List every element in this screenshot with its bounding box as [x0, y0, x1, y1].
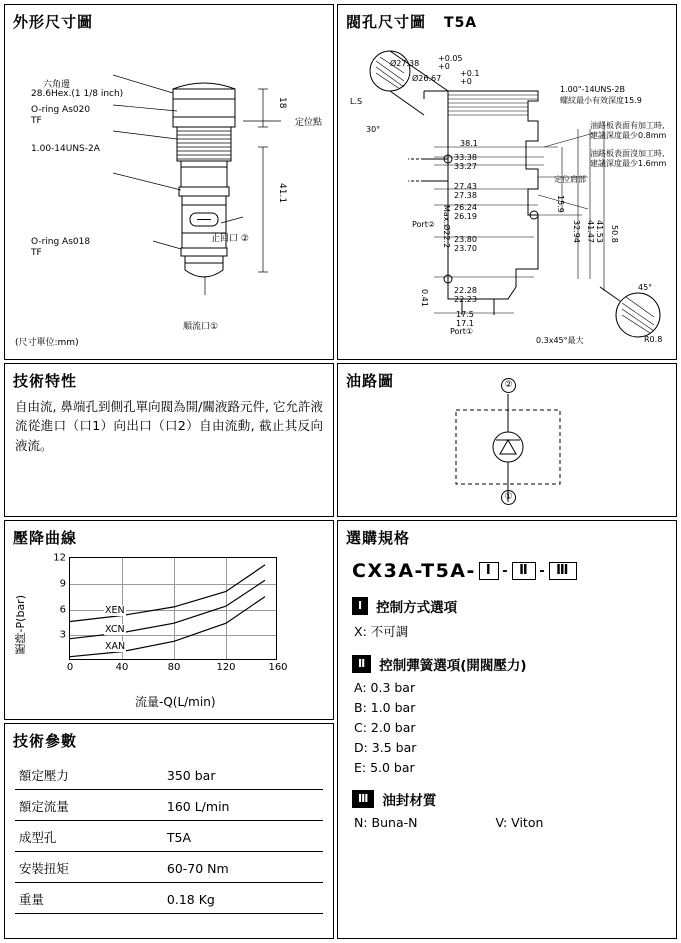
option-badge-1: Ⅰ — [352, 597, 368, 614]
order-code-prefix: CX3A-T5A- — [352, 560, 476, 582]
table-row — [15, 759, 323, 790]
label-tf-bottom: TF — [31, 248, 42, 258]
label-ls: L.S — [350, 97, 363, 106]
panel-hydraulic-symbol — [337, 363, 677, 517]
list-item — [354, 622, 676, 640]
panel-hole-code: T5A — [444, 15, 478, 31]
panel-circuit-title: 油路圖 — [346, 372, 395, 390]
label-note3-line2: 建議深度最少1.6mm — [590, 159, 667, 168]
option-heading-3: 油封材質 — [382, 793, 437, 809]
port-bottom-label: ① — [501, 490, 516, 505]
panel-technical-parameters — [4, 723, 334, 939]
label-check-port: 止回口 ② — [211, 234, 249, 244]
list-item — [354, 740, 676, 755]
order-code-box-3: Ⅲ — [549, 562, 577, 581]
chart-xtick-80: 80 — [167, 662, 181, 673]
label-thread-spec: 1.00-14UNS-2A — [31, 144, 100, 154]
dim-38-1: 38.1 — [460, 139, 478, 148]
list-item — [354, 760, 676, 775]
pressure-drop-chart — [5, 547, 335, 717]
dim-41-47: 41.47 — [586, 220, 595, 243]
tech-description: 自由流, 鼻端孔到側孔單向閥為開/關液路元件, 它允許液流從進口（口1）向出口（口2）自由流動, 截止其反向液流。 — [15, 399, 323, 453]
panel-outline-title: 外形尺寸圖 — [13, 13, 94, 31]
dim-22-23: 22.23 — [454, 295, 477, 304]
param-name: 安裝扭矩 — [15, 852, 115, 883]
option-badge-2: Ⅱ — [352, 655, 371, 672]
chart-xtick-0: 0 — [66, 662, 74, 673]
option-2-item-2: C: 2.0 bar — [354, 720, 416, 735]
option-section-2-heading — [352, 654, 676, 674]
table-row — [15, 852, 323, 883]
chart-xtick-160: 160 — [268, 662, 288, 673]
dim-27-38: 27.38 — [454, 191, 477, 200]
label-angle-30: 30° — [366, 125, 381, 134]
dim-26-19: 26.19 — [454, 212, 477, 221]
label-flow-port: 順流口① — [183, 322, 219, 332]
curve-label-xan: XAN — [105, 641, 126, 652]
list-item — [354, 700, 676, 715]
panel-order-title: 選購規格 — [346, 529, 411, 547]
label-dia-27-38-tol-up: +0.05 — [438, 54, 463, 63]
label-dim-18: 18 — [277, 97, 287, 109]
chart-xtick-120: 120 — [216, 662, 236, 673]
curve-label-xcn: XCN — [105, 624, 125, 635]
cavity-drawing-svg — [338, 29, 678, 359]
panel-hole-title: 閥孔尺寸圖 — [346, 13, 427, 31]
param-name: 成型孔 — [15, 821, 115, 852]
option-2-item-0: A: 0.3 bar — [354, 680, 416, 695]
chart-ytick-3: 3 — [59, 629, 66, 641]
option-2-item-1: B: 1.0 bar — [354, 700, 416, 715]
label-locate-point: 定位點 — [295, 118, 323, 128]
ordering-code — [338, 550, 676, 582]
dim-15-9: 15.9 — [556, 195, 565, 213]
table-row — [15, 883, 323, 914]
order-code-box-2: Ⅱ — [512, 562, 536, 581]
dim-23-80: 23.80 — [454, 235, 477, 244]
param-value: 60-70 Nm — [115, 852, 323, 883]
label-locate-shoulder: 定位肩部 — [554, 175, 586, 184]
label-note3-line1: 油路板表面沒加工時, — [590, 149, 665, 158]
label-dia-27-38: Ø27.38 — [390, 59, 420, 68]
chart-y-axis-label: 壓降-P(bar) — [14, 595, 27, 655]
dim-41-53: 41.53 — [595, 220, 604, 243]
dim-17-5: 17.5 — [456, 310, 474, 319]
label-hex-dim: 28.6Hex.(1 1/8 inch) — [31, 89, 124, 99]
param-value: 160 L/min — [115, 790, 323, 821]
label-tf-top: TF — [31, 116, 42, 126]
chart-series-svg — [70, 558, 278, 661]
label-max-22-2: Max.Ø22.2 — [442, 205, 451, 249]
panel-curve-title: 壓降曲線 — [13, 529, 78, 547]
label-port2: Port② — [412, 220, 436, 229]
dim-26-24: 26.24 — [454, 203, 477, 212]
label-thread-note-1: 1.00"-14UNS-2B — [560, 85, 625, 94]
port-top-label: ② — [501, 378, 516, 393]
panel-cavity-drawing — [337, 4, 677, 360]
option-section-3-heading — [352, 789, 676, 809]
option-2-item-3: D: 3.5 bar — [354, 740, 417, 755]
chart-xtick-40: 40 — [115, 662, 129, 673]
param-value: 350 bar — [115, 759, 323, 790]
label-oring-018: O-ring As018 — [31, 237, 91, 247]
label-unit-note: (尺寸單位:mm) — [15, 338, 79, 348]
dim-17-1: 17.1 — [456, 319, 474, 328]
label-dim-41-1: 41.1 — [277, 183, 287, 204]
label-dim-0-41: 0.41 — [420, 289, 429, 307]
label-hex-top: 六角邊 — [43, 80, 71, 90]
param-value: 0.18 Kg — [115, 883, 323, 914]
order-dash-2: - — [539, 563, 547, 579]
order-dash-1: - — [502, 563, 510, 579]
param-name: 額定流量 — [15, 790, 115, 821]
panel-params-title: 技術參數 — [13, 732, 78, 750]
option-heading-2: 控制彈簧選項(開閥壓力) — [379, 658, 527, 674]
table-row — [15, 821, 323, 852]
chart-ytick-6: 6 — [59, 604, 66, 615]
list-item — [354, 815, 676, 830]
list-item — [354, 680, 676, 695]
panel-pressure-drop-curve — [4, 520, 334, 720]
dim-50-8: 50.8 — [610, 225, 619, 243]
option-1-item-0: X: 不可調 — [354, 624, 409, 639]
label-port1: Port① — [450, 327, 474, 336]
label-angle-45: 45° — [638, 283, 653, 292]
dim-23-70: 23.70 — [454, 244, 477, 253]
panel-outline-drawing — [4, 4, 334, 360]
label-note2-line1: 油路板表面有加工時, — [590, 121, 665, 130]
chart-ytick-9: 9 — [59, 578, 66, 590]
label-dia-26-67-tol-up: +0.1 — [460, 69, 480, 78]
label-r08: R0.8 — [644, 335, 663, 344]
parameters-table — [15, 759, 323, 914]
label-thread-note-2: 螺紋最小有效深度15.9 — [560, 96, 642, 105]
panel-technical-features — [4, 363, 334, 517]
option-2-item-4: E: 5.0 bar — [354, 760, 415, 775]
label-chamfer: 0.3x45°最大 — [536, 336, 584, 345]
dim-27-43: 27.43 — [454, 182, 477, 191]
list-item — [354, 720, 676, 735]
order-code-box-1: Ⅰ — [479, 562, 499, 581]
dim-33-38: 33.38 — [454, 153, 477, 162]
dim-22-28: 22.28 — [454, 286, 477, 295]
option-section-1-heading — [352, 596, 676, 616]
param-name: 重量 — [15, 883, 115, 914]
label-dia-26-67: Ø26.67 — [412, 74, 442, 83]
table-row — [15, 790, 323, 821]
dim-32-94: 32.94 — [572, 220, 581, 243]
panel-tech-title: 技術特性 — [13, 372, 78, 390]
option-heading-1: 控制方式選項 — [376, 600, 458, 616]
label-oring-020: O-ring As020 — [31, 105, 91, 115]
param-name: 額定壓力 — [15, 759, 115, 790]
option-badge-3: Ⅲ — [352, 790, 374, 807]
param-value: T5A — [115, 821, 323, 852]
chart-ytick-12: 12 — [53, 552, 66, 564]
label-dia-26-67-tol-dn: +0 — [460, 77, 472, 86]
dim-33-27: 33.27 — [454, 162, 477, 171]
panel-ordering-code — [337, 520, 677, 939]
option-3-item-left: N: Buna-N — [354, 815, 418, 830]
option-3-item-right: V: Viton — [495, 815, 544, 830]
label-dia-27-38-tol-dn: +0 — [438, 62, 450, 71]
curve-label-xen: XEN — [105, 605, 125, 616]
chart-x-axis-label: 流量-Q(L/min) — [135, 695, 216, 709]
chart-plot-area — [53, 552, 288, 673]
label-note2-line2: 建議深度最少0.8mm — [590, 131, 667, 140]
